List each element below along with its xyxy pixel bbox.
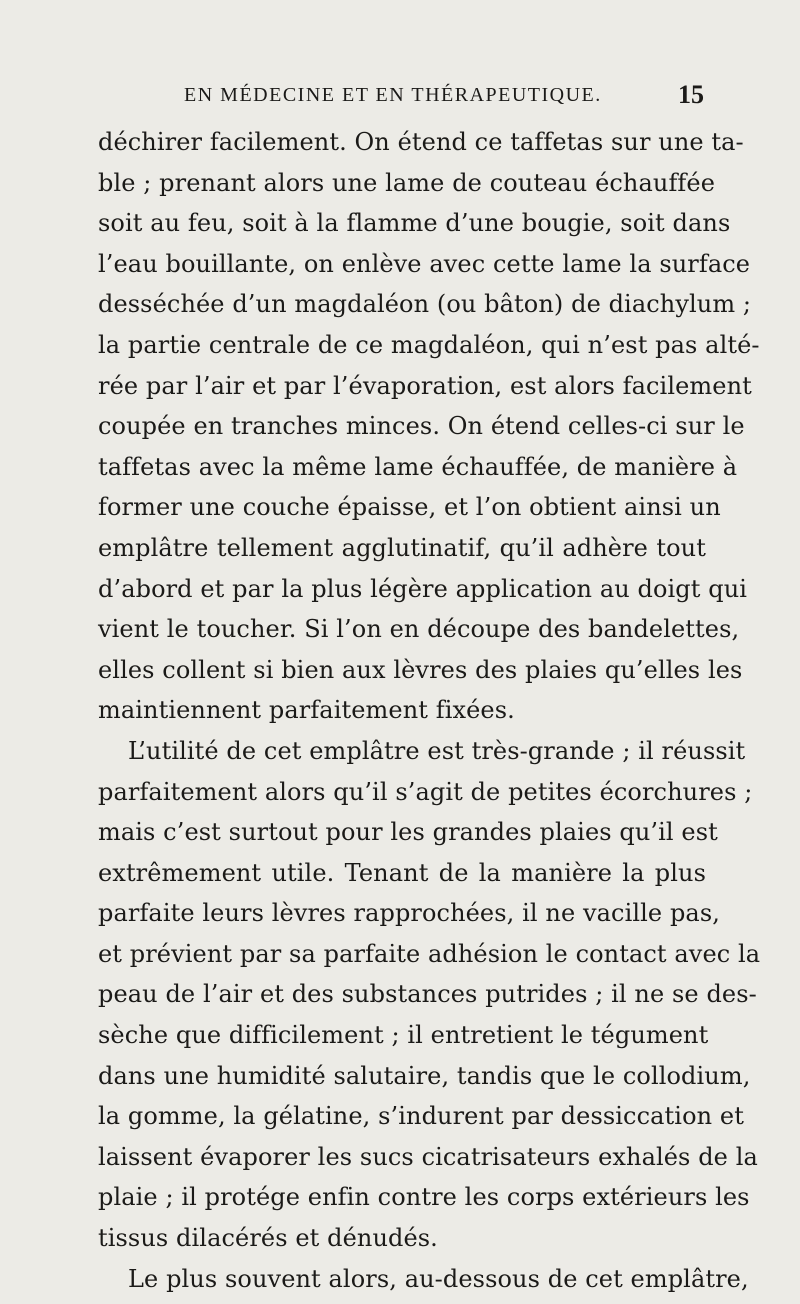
text-line: et prévient par sa parfaite adhésion le contact avec la: [98, 939, 761, 968]
text-line: déchirer facilement. On étend ce taffetas sur une ta-: [98, 128, 744, 156]
text-line: soit au feu, soit à la flamme d’une bougie, soit dans: [98, 209, 731, 238]
text-line: rée par l’air et par l’évaporation, est alors facilement: [98, 371, 752, 400]
text-line: la gomme, la gélatine, s’indurent par dessiccation et: [98, 1102, 744, 1131]
text-line: parfaitement alors qu’il s’agit de petites écorchures ;: [98, 777, 753, 806]
text-line: ble ; prenant alors une lame de couteau échauffée: [98, 168, 716, 197]
text-line: sèche que difficilement ; il entretient le tégument: [98, 1021, 709, 1050]
text-line: elles collent si bien aux lèvres des plaies qu’elles les: [98, 655, 743, 684]
text-line: peau de l’air et des substances putrides ; il ne se des-: [98, 980, 757, 1009]
text-line: l’eau bouillante, on enlève avec cette lame la surface: [98, 249, 751, 278]
text-line: emplâtre tellement agglutinatif, qu’il adhère tout: [98, 533, 706, 562]
text-line: dans une humidité salutaire, tandis que le collodium,: [98, 1061, 751, 1090]
text-line: mais c’est surtout pour les grandes plaies qu’il est: [98, 818, 718, 847]
paragraph-start-line: Le plus souvent alors, au-dessous de cet emplâtre,: [128, 1264, 749, 1293]
body-text: [98, 122, 761, 1299]
text-line: la partie centrale de ce magdaléon, qui n’est pas alté-: [98, 330, 760, 359]
running-title: EN MÉDECINE ET EN THÉRAPEUTIQUE.: [184, 84, 602, 106]
paragraph-end-line: tissus dilacérés et dénudés.: [98, 1224, 438, 1253]
running-head: [0, 80, 800, 114]
text-line: d’abord et par la plus légère application au doigt qui: [98, 574, 748, 603]
text-line: parfaite leurs lèvres rapprochées, il ne vacille pas,: [98, 899, 720, 928]
page-number: 15: [678, 80, 704, 109]
paragraph-end-line: maintiennent parfaitement fixées.: [98, 696, 515, 725]
text-line: laissent évaporer les sucs cicatrisateurs exhalés de la: [98, 1142, 758, 1171]
text-line: coupée en tranches minces. On étend celles-ci sur le: [98, 412, 745, 441]
text-line: taffetas avec la même lame échauffée, de manière à: [98, 452, 738, 481]
text-line: vient le toucher. Si l’on en découpe des bandelettes,: [98, 615, 740, 644]
text-line: plaie ; il protége enfin contre les corps extérieurs les: [98, 1183, 750, 1212]
text-line: desséchée d’un magdaléon (ou bâton) de diachylum ;: [98, 290, 752, 319]
text-line: former une couche épaisse, et l’on obtient ainsi un: [98, 493, 721, 522]
paragraph-start-line: L’utilité de cet emplâtre est très-grande ; il réussit: [128, 736, 746, 765]
text-line: extrêmement utile. Tenant de la manière la plus: [98, 858, 706, 887]
